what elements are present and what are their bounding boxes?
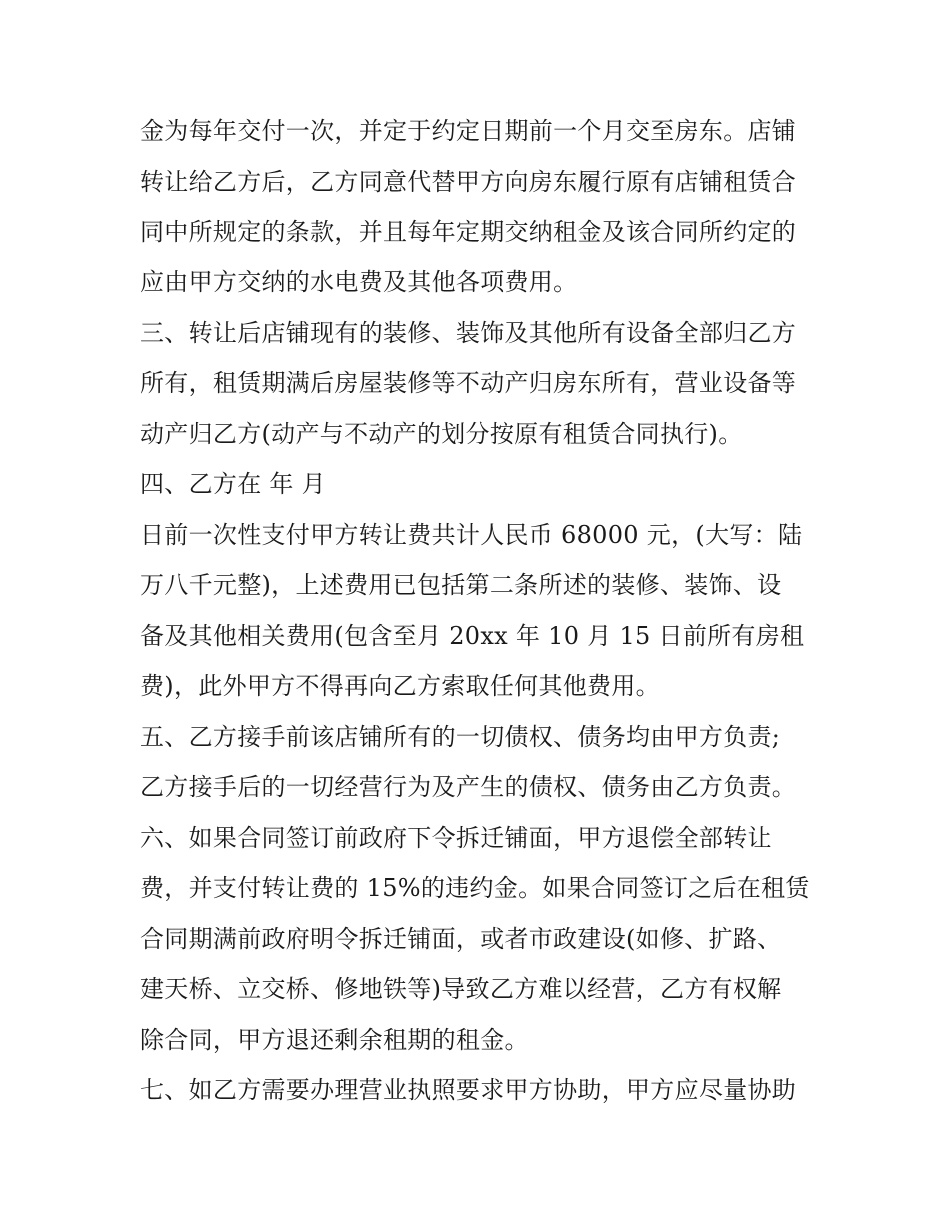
text-line: 三、转让后店铺现有的装修、装饰及其他所有设备全部归乙方 [140,319,797,347]
text-line: 金为每年交付一次，并定于约定日期前一个月交至房东。店铺 [140,117,797,145]
text-line: 转让给乙方后，乙方同意代替甲方向房东履行原有店铺租赁合 [140,168,797,196]
text-line: 四、乙方在 年 月 [140,470,326,498]
text-line: 日前一次性支付甲方转让费共计人民币 68000 元，(大写：陆 [140,521,803,549]
text-line: 同中所规定的条款，并且每年定期交纳租金及该合同所约定的 [140,218,797,246]
text-line: 乙方接手后的一切经营行为及产生的债权、债务由乙方负责。 [140,773,797,801]
text-line: 应由甲方交纳的水电费及其他各项费用。 [140,268,578,296]
text-line: 动产归乙方(动产与不动产的划分按原有租赁合同执行)。 [140,420,743,448]
text-line: 六、如果合同签订前政府下令拆迁铺面，甲方退偿全部转让 [140,824,772,852]
text-line: 除合同，甲方退还剩余租期的租金。 [140,1026,529,1054]
text-line: 建天桥、立交桥、修地铁等)导致乙方难以经营，乙方有权解 [140,975,782,1003]
text-line: 所有，租赁期满后房屋装修等不动产归房东所有，营业设备等 [140,369,797,397]
text-line: 费)，此外甲方不得再向乙方索取任何其他费用。 [140,672,660,700]
text-line: 备及其他相关费用(包含至月 20xx 年 10 月 15 日前所有房租 [140,622,805,650]
text-line: 七、如乙方需要办理营业执照要求甲方协助，甲方应尽量协助 [140,1076,797,1104]
text-line: 合同期满前政府明令拆迁铺面，或者市政建设(如修、扩路、 [140,925,782,953]
text-line: 五、乙方接手前该店铺所有的一切债权、债务均由甲方负责; [140,723,781,751]
text-line: 费，并支付转让费的 15%的违约金。如果合同签订之后在租赁 [140,874,810,902]
text-line: 万八千元整)，上述费用已包括第二条所述的装修、装饰、设 [140,571,782,599]
